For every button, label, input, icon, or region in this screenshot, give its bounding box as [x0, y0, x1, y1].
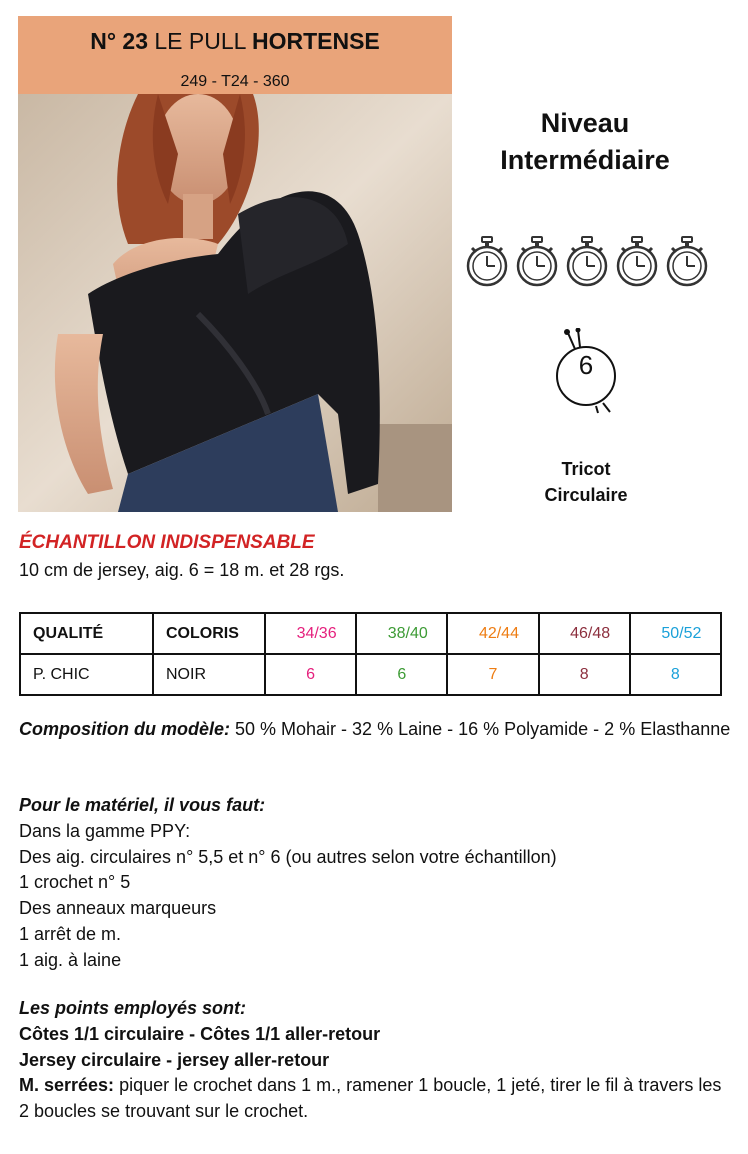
stitch-description — [19, 1073, 731, 1125]
gauge-text: 10 cm de jersey, aig. 6 = 18 m. et 28 rgs. — [19, 560, 345, 580]
stopwatch-icon — [616, 236, 658, 288]
skein-count: 7 — [447, 654, 538, 695]
stopwatch-icon — [466, 236, 508, 288]
size-label: 50/52 — [630, 613, 721, 654]
list-item: Des aig. circulaires n° 5,5 et n° 6 (ou autres selon votre échantillon) — [19, 846, 557, 867]
size-label: 42/44 — [447, 613, 538, 654]
size-label: 34/36 — [265, 613, 356, 654]
pattern-title-mid: LE PULL — [148, 28, 252, 54]
pattern-title — [18, 28, 452, 55]
title-banner — [18, 16, 452, 94]
level-value: Intermédiaire — [500, 145, 670, 175]
table-header-row — [20, 613, 721, 654]
stitches-section — [19, 996, 731, 1125]
stitch-line: Jersey circulaire - jersey aller-retour — [19, 1049, 330, 1070]
stitch-line: Côtes 1/1 circulaire - Côtes 1/1 aller-retour — [19, 1023, 381, 1044]
stopwatch-icon — [516, 236, 558, 288]
stitch-name: M. serrées: — [19, 1075, 115, 1096]
skein-count: 6 — [265, 654, 356, 695]
list-item: 1 aig. à laine — [19, 949, 122, 970]
needle-size-value: 6 — [578, 350, 594, 380]
technique-line1: Tricot — [561, 459, 611, 479]
size-table — [19, 612, 722, 696]
quality-cell: P. CHIC — [20, 654, 153, 695]
skein-count: 6 — [356, 654, 447, 695]
level-label: Niveau — [540, 108, 630, 138]
composition-section — [19, 716, 731, 742]
pattern-name: HORTENSE — [251, 28, 380, 54]
skein-count: 8 — [630, 654, 721, 695]
model-photo — [18, 94, 452, 512]
stopwatch-icon — [666, 236, 708, 288]
size-label: 38/40 — [356, 613, 447, 654]
pattern-reference: 249 - T24 - 360 — [180, 73, 290, 90]
header-color: COLORIS — [153, 613, 265, 654]
size-label: 46/48 — [539, 613, 630, 654]
list-item: 1 arrêt de m. — [19, 923, 122, 944]
color-cell: NOIR — [153, 654, 265, 695]
list-item: Dans la gamme PPY: — [19, 820, 191, 841]
material-section — [19, 793, 731, 974]
header-quality: QUALITÉ — [20, 613, 153, 654]
gauge-heading: ÉCHANTILLON INDISPENSABLE — [19, 532, 315, 553]
needle-size-badge — [548, 328, 624, 414]
stitch-instructions: piquer le crochet dans 1 m., ramener 1 boucle, 1 jeté, tirer le fil à travers les 2 boucles se trouvant sur le crochet. — [19, 1075, 722, 1122]
technique-line2: Circulaire — [544, 485, 628, 505]
difficulty-level — [460, 105, 710, 179]
composition-text: 50 % Mohair - 32 % Laine - 16 % Polyamide - 2 % Elasthanne — [230, 719, 731, 739]
table-row — [20, 654, 721, 695]
stopwatch-icon — [566, 236, 608, 288]
skein-count: 8 — [539, 654, 630, 695]
list-item: Des anneaux marqueurs — [19, 898, 217, 919]
technique-label — [490, 456, 682, 508]
pattern-number: N° 23 — [90, 28, 148, 54]
composition-label: Composition du modèle: — [19, 719, 230, 739]
material-heading: Pour le matériel, il vous faut: — [19, 795, 266, 815]
stitches-heading: Les points employés sont: — [19, 998, 247, 1018]
difficulty-rating — [466, 236, 708, 290]
list-item: 1 crochet n° 5 — [19, 872, 131, 893]
